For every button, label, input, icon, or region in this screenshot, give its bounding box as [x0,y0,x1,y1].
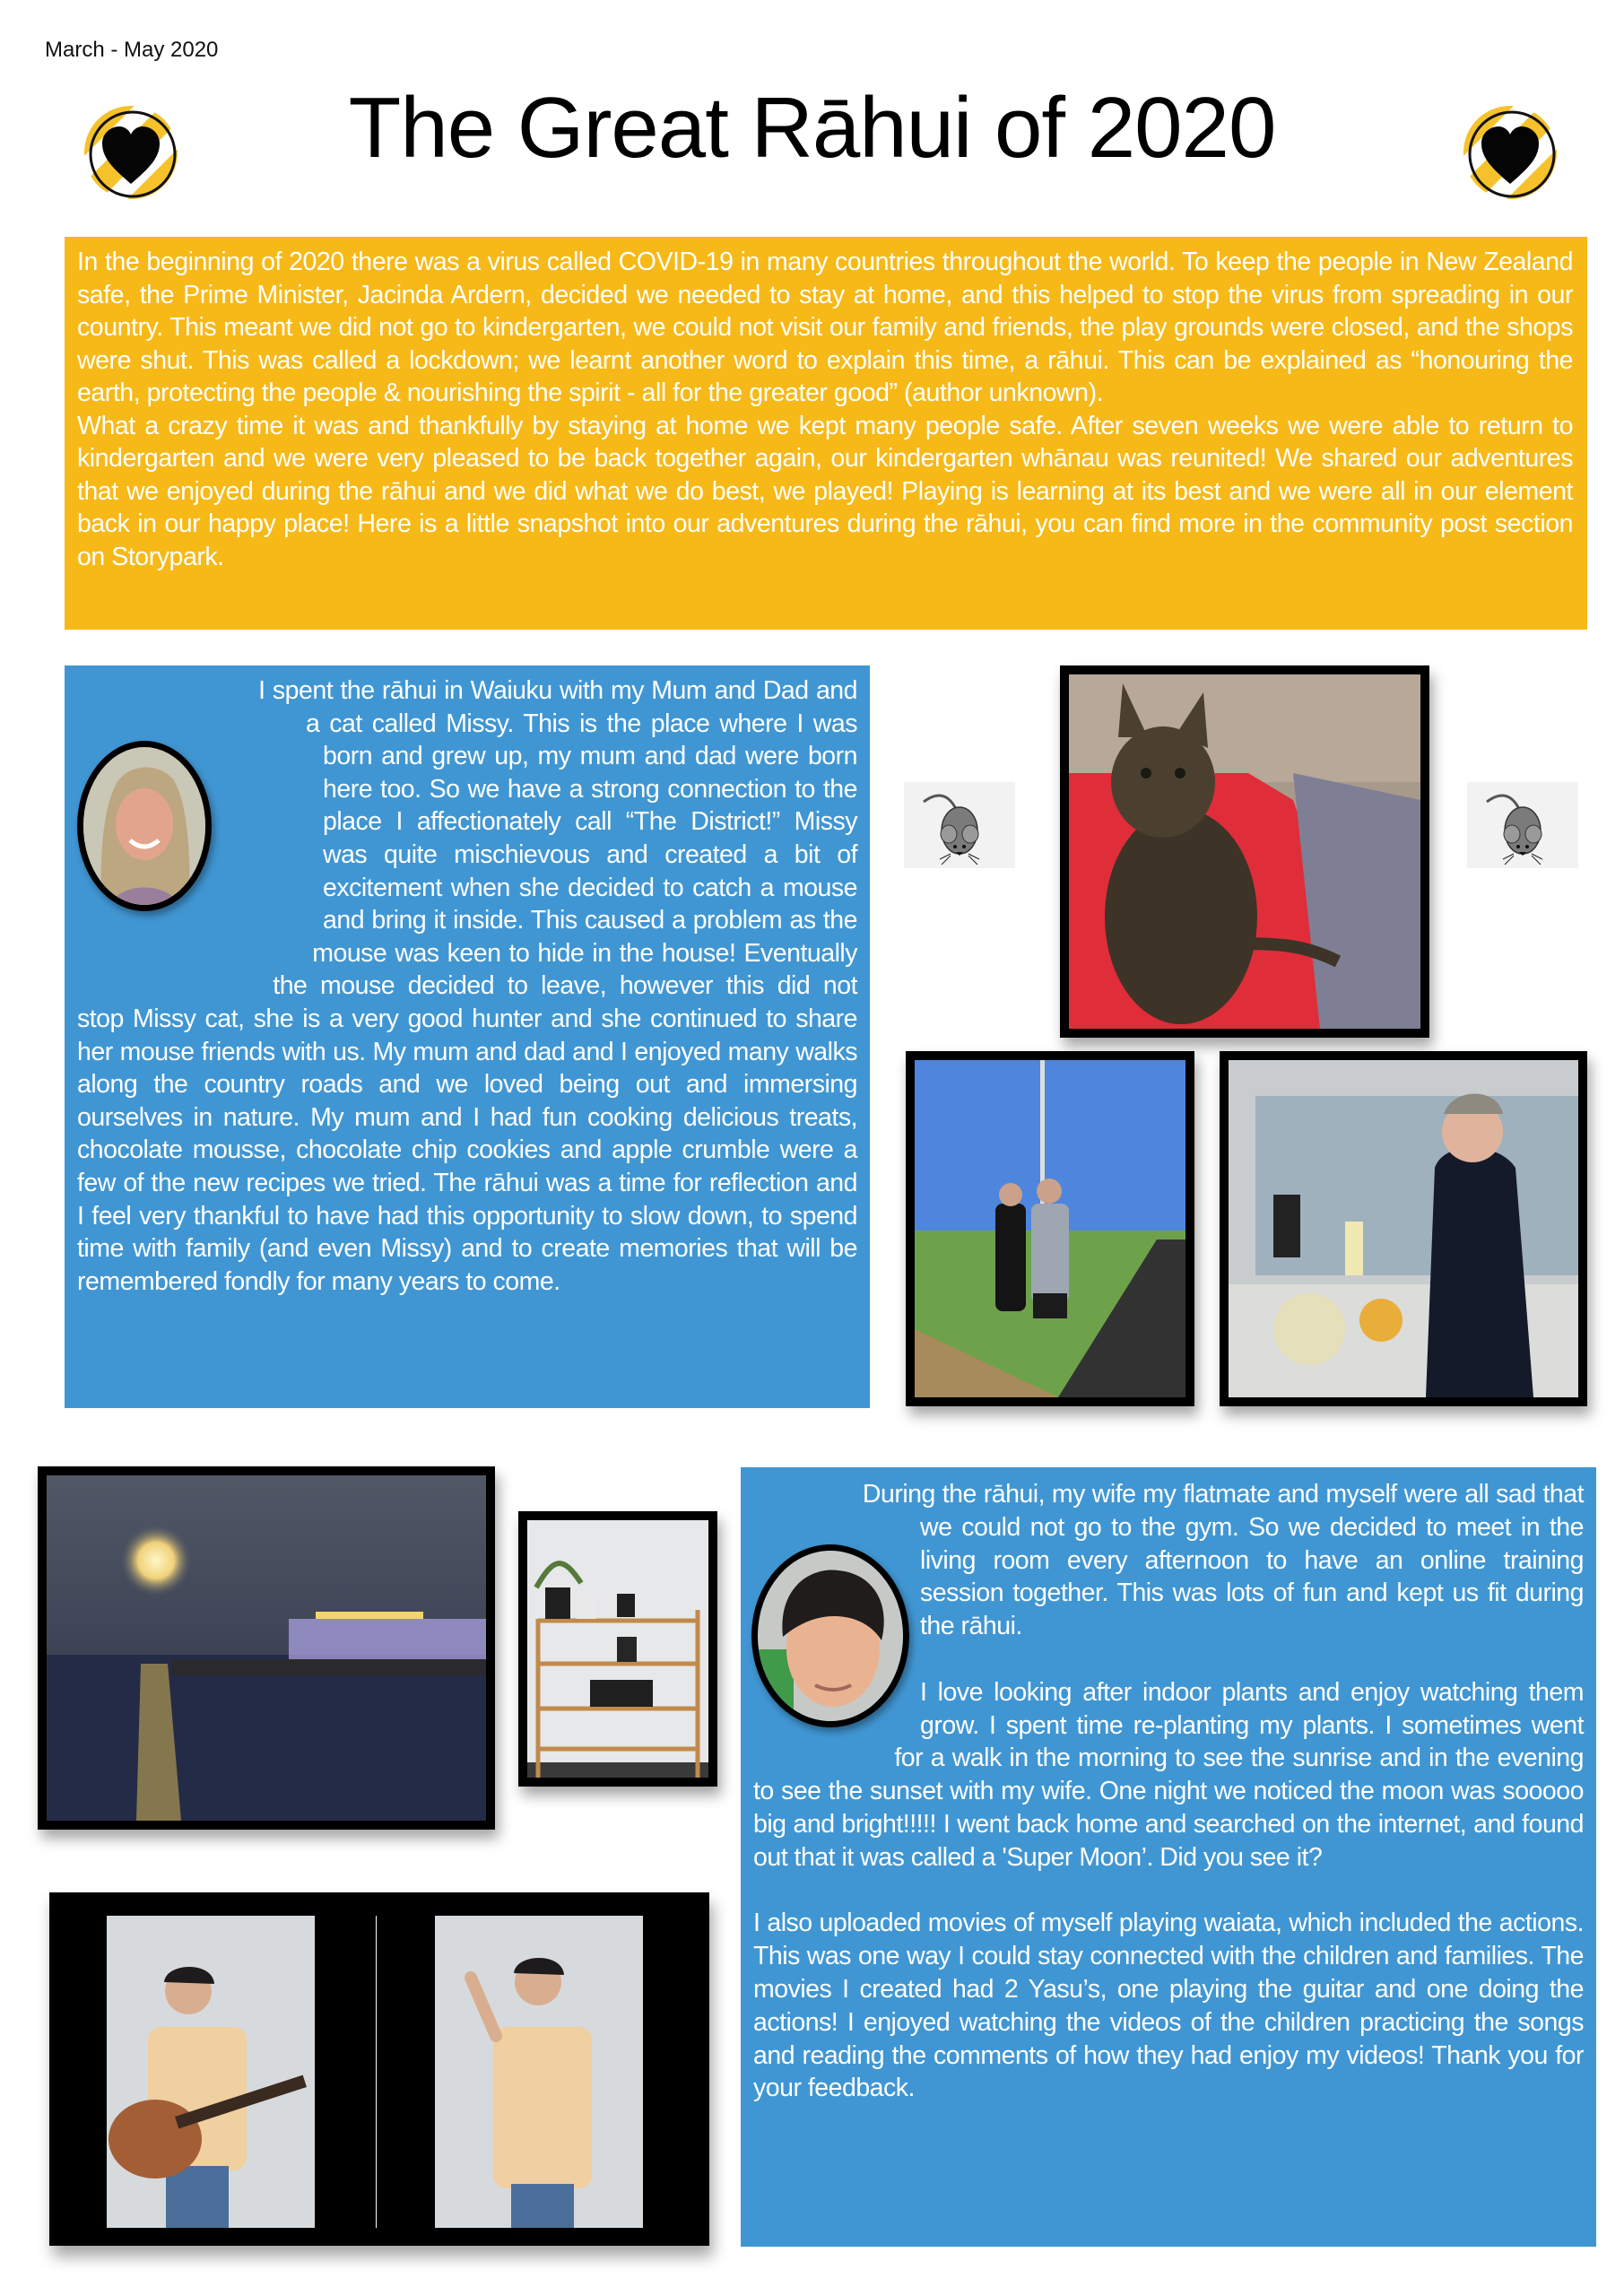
paragraph-spacer [753,1874,1584,1908]
avatar-woman [77,741,212,911]
country-walk-photo [906,1051,1194,1406]
story-two-paragraph: I also uploaded movies of myself playing waiata, which included the actions. This was one way I could stay connected with the children and families. The movies I created had 2 Yasu’s, one playing the guitar and one doing the actions! I enjoyed watching the videos of the children practicing the songs and reading the comments of how they had enjoy my videos! Thank you for your feedback. [753,1909,1584,2103]
story-one-text: I spent the rāhui in Waiuku with my Mum and Dad and a cat called Missy. This is the place where I was born and grew up, my mum and dad were born here too. So we have a strong connection to the place I affectionately call “The District!” Missy was quite mischievous and created a bit of excitement when she decided to catch a mouse and bring it inside. This caused a problem as the mouse was keen to hide in the house! Eventually the mouse decided to leave, however this did not stop Missy cat, she is a very good hunter and she continued to share her mouse friends with us. My mum and dad and I enjoyed many walks along the country roads and we loved being out and immersing ourselves in nature. My mum and I had fun cooking delicious treats, chocolate mousse, chocolate chip cookies and apple crumble were a few of the new recipes we tried. The rāhui was a time for reflection and I feel very thankful to have had this opportunity to slow down, to spend time with family (and even Missy) and to create memories that will be remembered fondly for many years to come. [77,676,857,1296]
intro-paragraph: In the beginning of 2020 there was a virus called COVID-19 in many countries throughout the world. To keep the people in New Zealand safe, the Prime Minister, Jacinda Ardern, decided we needed to stay at home, and this helped to stop the virus from spreading in our country. This meant we did not go to kindergarten, we could not visit our family and friends, the play grounds were closed, and the shops were shut. This was called a lockdown; we learnt another word to explain this time, a rāhui. This can be explained as “honouring the earth, protecting the people & nourishing the spirit - all for the greater good” (author unknown). [77,248,1573,407]
intro-paragraph: What a crazy time it was and thankfully by staying at home we kept many people safe. After seven weeks we were able to return to kindergarten and we were very pleased to be back together again, our kindergarten whānau was reunited! We shared our adventures that we enjoyed during the rāhui and we did what we do best, we played! Playing is learning at its best and we were all in our element back in our happy place! Here is a little snapshot into our adventures during the rāhui, you can find more in the community post section on Storypark. [77,411,1573,571]
story-two-paragraph: I love looking after indoor plants and enjoy watching them grow. I spent time re-planting my plants. I sometimes went for a walk in the morning to see the sunrise and in the evening to see the sunset with my wife. One night we noticed the moon was sooooo big and bright!!!!! I went back home and searched on the internet, and found out that it was called a 'Super Moon’. Did you see it? [753,1677,1584,1872]
kitchen-baking-photo [1220,1051,1587,1406]
date-range: March - May 2020 [45,38,219,62]
story-two-paragraph: During the rāhui, my wife my flatmate and myself were all sad that we could not go to the gym. So we decided to meet in the living room every afternoon to have an online training session together. This was lots of fun and kept us fit during the rāhui. [862,1480,1584,1641]
mouse-icon [1467,782,1578,868]
waiata-video-stills [49,1892,709,2246]
intro-panel [65,237,1587,630]
story-panel-one [65,665,870,1408]
avatar-man [751,1544,909,1727]
plant-shelf-photo [518,1511,717,1787]
cat-missy-photo [1060,665,1429,1038]
super-moon-photo [38,1466,495,1830]
page-title: The Great Rāhui of 2020 [348,80,1276,176]
mouse-icon [904,782,1015,868]
story-panel-two [741,1467,1596,2247]
